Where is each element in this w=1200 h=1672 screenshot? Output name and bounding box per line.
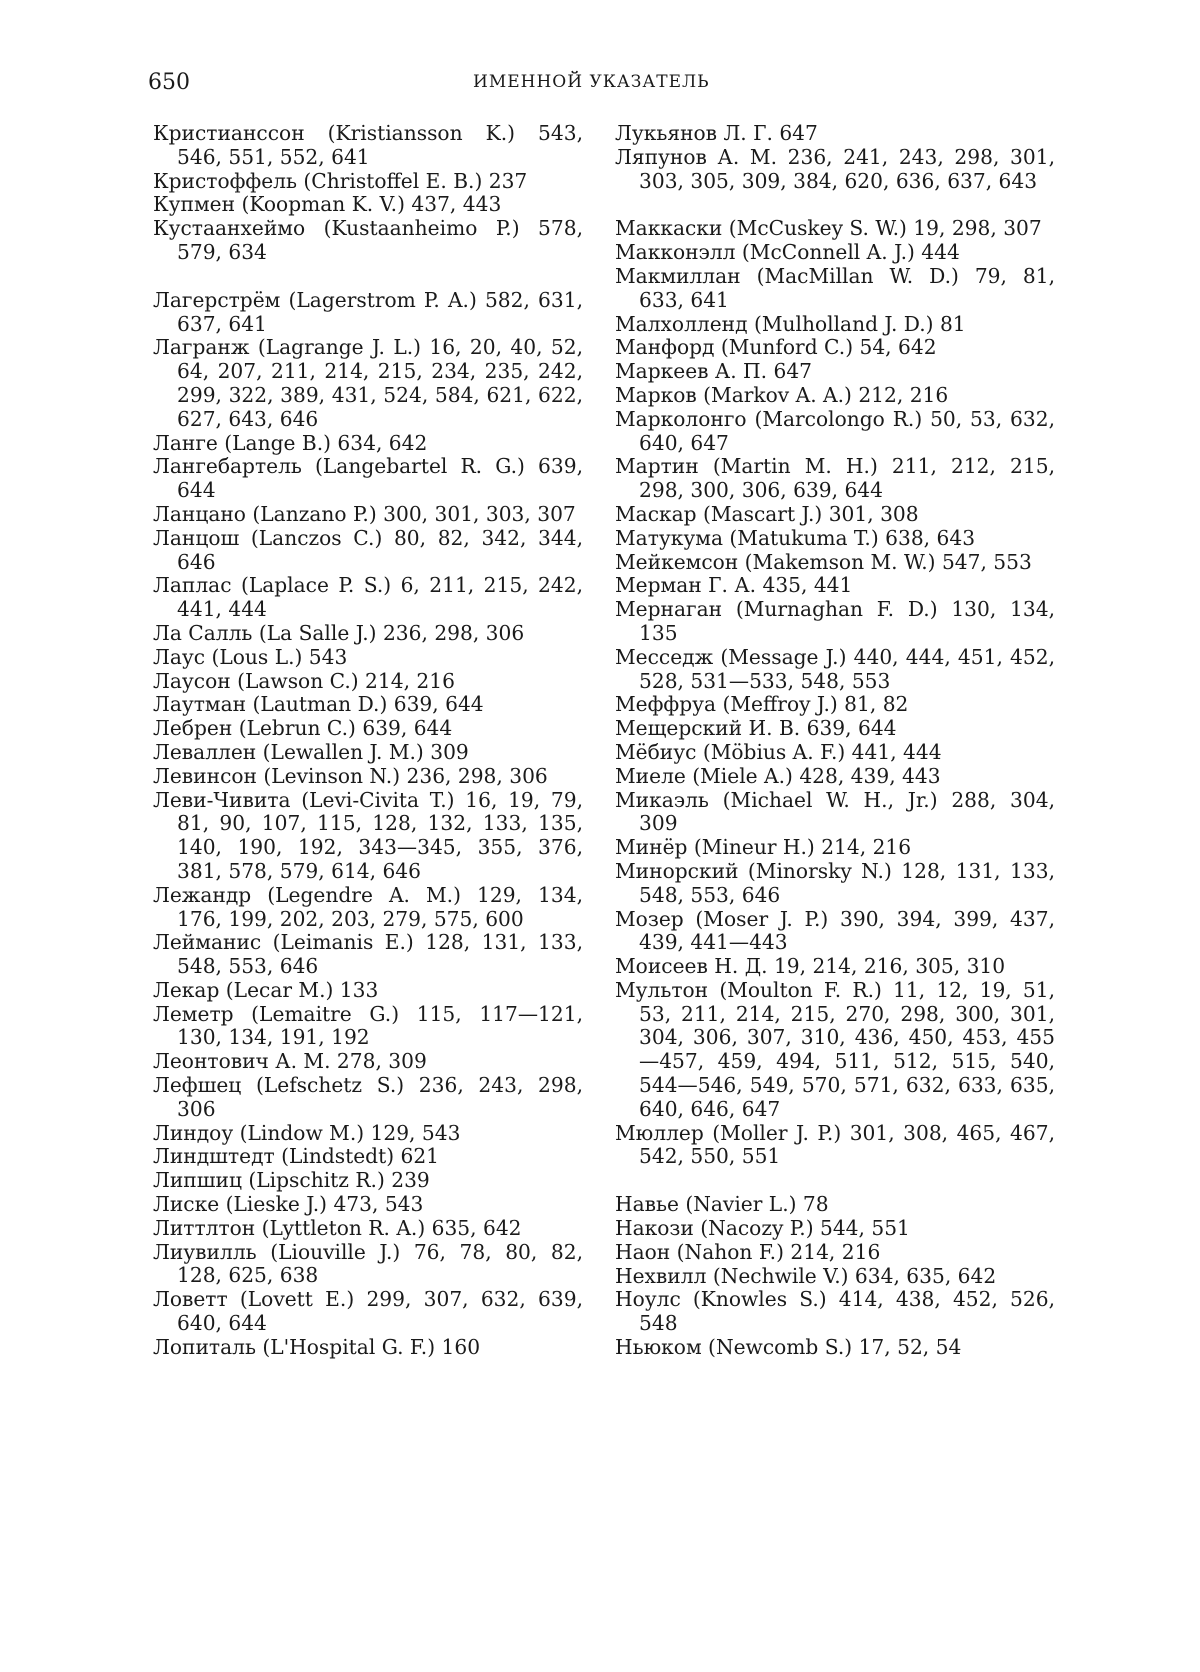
- index-entry: Нехвилл (Nechwile V.) 634, 635, 642: [615, 1263, 997, 1288]
- index-entry: Ляпунов А. М. 236, 241, 243, 298, 301, 303, 305, 309, 384, 620, 636, 637, 643: [615, 144, 1055, 193]
- letter-group-gap: [615, 1169, 1055, 1193]
- index-entry: Минёр (Mineur H.) 214, 216: [615, 835, 912, 860]
- running-title: ИМЕННОЙ УКАЗАТЕЛЬ: [473, 72, 710, 92]
- index-entry: Левинсон (Levinson N.) 236, 298, 306: [153, 763, 548, 788]
- index-entry: Лопиталь (L'Hospital G. F.) 160: [153, 1334, 481, 1359]
- index-entry: Ланцано (Lanzano P.) 300, 301, 303, 307: [153, 501, 576, 526]
- index-entry: Лаусон (Lawson C.) 214, 216: [153, 668, 455, 693]
- index-entry: Кристоффель (Christoffel E. B.) 237: [153, 168, 528, 193]
- index-entry: Лебрен (Lebrun C.) 639, 644: [153, 716, 453, 741]
- index-entry: Ланцош (Lanczos C.) 80, 82, 342, 344, 646: [153, 525, 583, 574]
- index-entry: Лежандр (Legendre A. M.) 129, 134, 176, 199, 202, 203, 279, 575, 600: [153, 882, 583, 931]
- index-entry: Матукума (Matukuma T.) 638, 643: [615, 525, 976, 550]
- index-entry: Ловетт (Lovett E.) 299, 307, 632, 639, 640, 644: [153, 1287, 583, 1336]
- index-entry: Мейкемсон (Makemson M. W.) 547, 553: [615, 549, 1032, 574]
- index-entry: Маркеев А. П. 647: [615, 359, 813, 384]
- index-entry: Лефшец (Lefschetz S.) 236, 243, 298, 306: [153, 1073, 583, 1121]
- index-entry: Малхолленд (Mulholland J. D.) 81: [615, 311, 966, 336]
- index-entry: Минорский (Minorsky N.) 128, 131, 133, 548, 553, 646: [615, 858, 1055, 907]
- index-column-right: [615, 122, 1055, 1360]
- index-entry: Леметр (Lemaitre G.) 115, 117—121, 130, 134, 191, 192: [153, 1001, 583, 1050]
- index-entry: Манфорд (Munford C.) 54, 642: [615, 335, 937, 360]
- index-entry: Кристианссон (Kristiansson K.) 543, 546, 551, 552, 641: [153, 121, 583, 169]
- index-entry: Накози (Nacozy P.) 544, 551: [615, 1216, 910, 1241]
- index-entry: Лагерстрём (Lagerstrom P. A.) 582, 631, 637, 641: [153, 287, 583, 336]
- index-entry: Марколонго (Marcolongo R.) 50, 53, 632, 640, 647: [615, 406, 1055, 455]
- page-header: [148, 70, 1168, 110]
- index-entry: Макконэлл (McConnell A. J.) 444: [615, 240, 960, 265]
- index-entry: Маккаски (McCuskey S. W.) 19, 298, 307: [615, 216, 1042, 241]
- index-entry: Марков (Markov A. A.) 212, 216: [615, 382, 949, 407]
- index-entry: Мозер (Moser J. P.) 390, 394, 399, 437, 439, 441—443: [615, 906, 1055, 955]
- index-entry: Леваллен (Lewallen J. M.) 309: [153, 739, 469, 764]
- index-entry: Лекар (Lecar M.) 133: [153, 977, 379, 1002]
- index-entry: Ньюком (Newcomb S.) 17, 52, 54: [615, 1335, 962, 1360]
- index-entry: Ноулс (Knowles S.) 414, 438, 452, 526, 548: [615, 1287, 1055, 1336]
- index-entry: Ла Салль (La Salle J.) 236, 298, 306: [153, 620, 525, 645]
- index-entry: Мультон (Moulton F. R.) 11, 12, 19, 51, 53, 211, 214, 215, 270, 298, 300, 301, 304, 306, 307, 310, 436, 450, 453, 455—457, 459, 494, 511, 512, 515, 540, 544—546, 549, 570, 571, 632, 633, 635, 640, 646, 647: [615, 977, 1055, 1121]
- page-number: 650: [148, 70, 190, 95]
- index-entry: Мартин (Martin M. H.) 211, 212, 215, 298, 300, 306, 639, 644: [615, 454, 1055, 503]
- index-entry: Микаэль (Michael W. H., Jr.) 288, 304, 309: [615, 787, 1055, 836]
- index-entry: Кустаанхеймо (Kustaanheimo P.) 578, 579, 634: [153, 216, 583, 264]
- index-entry: Лаплас (Laplace P. S.) 6, 211, 215, 242, 441, 444: [153, 573, 583, 622]
- index-entry: Линдштедт (Lindstedt) 621: [153, 1144, 440, 1169]
- index-entry: Моисеев Н. Д. 19, 214, 216, 305, 310: [615, 954, 1006, 979]
- index-entry: Мещерский И. В. 639, 644: [615, 716, 897, 741]
- index-entry: Мернаган (Murnaghan F. D.) 130, 134, 135: [615, 597, 1055, 645]
- letter-group-gap: [615, 193, 1055, 217]
- index-entry: Литтлтон (Lyttleton R. A.) 635, 642: [153, 1215, 522, 1240]
- index-column-left: [153, 122, 583, 1360]
- index-entry: Месседж (Message J.) 440, 444, 451, 452, 528, 531—533, 548, 553: [615, 644, 1055, 693]
- index-entry: Лиувилль (Liouville J.) 76, 78, 80, 82, 128, 625, 638: [153, 1239, 583, 1288]
- index-entry: Ланге (Lange B.) 634, 642: [153, 430, 428, 455]
- index-entry: Лагранж (Lagrange J. L.) 16, 20, 40, 52, 64, 207, 211, 214, 215, 234, 235, 242, 299, 322, 389, 431, 524, 584, 621, 622, 627, 643, 646: [153, 335, 583, 431]
- index-entry: Лаус (Lous L.) 543: [153, 644, 348, 669]
- index-entry: Лукьянов Л. Г. 647: [615, 121, 818, 145]
- index-entry: Макмиллан (MacMillan W. D.) 79, 81, 633, 641: [615, 263, 1055, 312]
- index-entry: Навье (Navier L.) 78: [615, 1192, 829, 1217]
- index-entry: Линдоу (Lindow M.) 129, 543: [153, 1120, 461, 1145]
- index-entry: Меффруа (Meffroy J.) 81, 82: [615, 692, 909, 717]
- index-entry: Липшиц (Lipschitz R.) 239: [153, 1168, 430, 1193]
- index-entry: Леви-Чивита (Levi-Civita T.) 16, 19, 79, 81, 90, 107, 115, 128, 132, 133, 135, 140, 190, 192, 343—345, 355, 376, 381, 578, 579, 614, 646: [153, 787, 583, 883]
- index-entry: Лангебартель (Langebartel R. G.) 639, 644: [153, 454, 583, 503]
- index-entry: Леонтович А. М. 278, 309: [153, 1049, 427, 1074]
- letter-group-gap: [153, 265, 583, 289]
- index-entry: Наон (Nahon F.) 214, 216: [615, 1239, 881, 1264]
- index-entry: Лаутман (Lautman D.) 639, 644: [153, 692, 484, 717]
- index-entry: Мюллер (Moller J. P.) 301, 308, 465, 467, 542, 550, 551: [615, 1120, 1055, 1169]
- index-entry: Миеле (Miele A.) 428, 439, 443: [615, 763, 941, 788]
- index-entry: Маскар (Mascart J.) 301, 308: [615, 501, 919, 526]
- index-entry: Купмен (Koopman K. V.) 437, 443: [153, 192, 502, 217]
- index-entry: Лиске (Lieske J.) 473, 543: [153, 1192, 424, 1217]
- index-entry: Лейманис (Leimanis E.) 128, 131, 133, 548, 553, 646: [153, 930, 583, 979]
- index-entry: Мерман Г. А. 435, 441: [615, 573, 853, 598]
- index-entry: Мёбиус (Möbius A. F.) 441, 444: [615, 739, 942, 764]
